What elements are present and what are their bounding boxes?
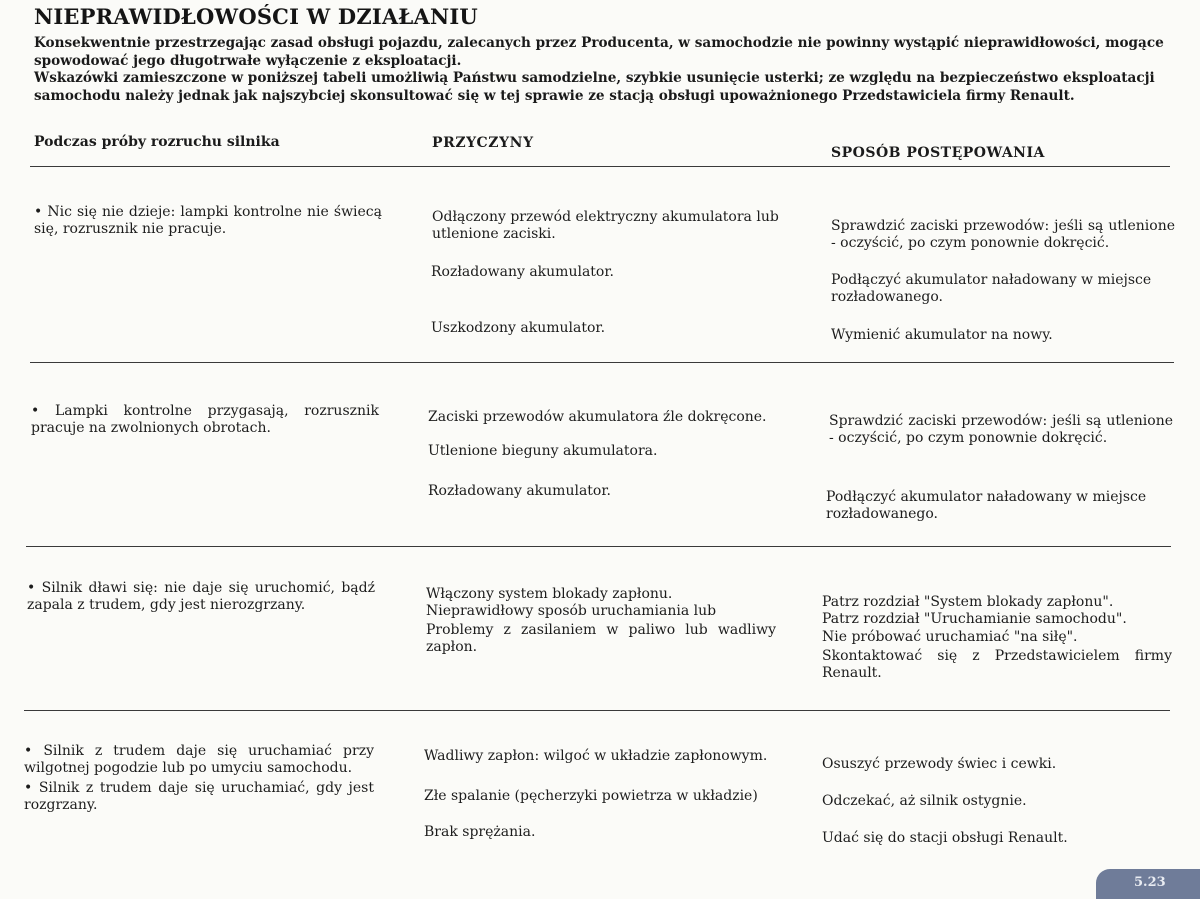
row1-cause-3: Uszkodzony akumulator. [431, 320, 606, 336]
row2-cause-1: Zaciski przewodów akumulatora źle dokręcone. [428, 409, 767, 425]
header-rule [30, 166, 1170, 167]
row2-cause-2: Utlenione bieguny akumulatora. [428, 443, 658, 459]
intro-paragraph-2: Wskazówki zamieszczone w poniższej tabeli umożliwią Państwu samodzielne, szybkie usunięcie usterki; ze względu na bezpieczeństwo eksploatacji samochodu należy jednak jak najszybciej skonsultować się w tej sprawie ze stacją obsługi upoważnionego Przedstawiciela firmy Renault. [34, 70, 1155, 104]
row3-remedy-3: Nie próbować uruchamiać "na siłę". [822, 629, 1078, 645]
header-causes: PRZYCZYNY [432, 135, 534, 151]
row3-remedy-4: Skontaktować się z Przedstawicielem firmy Renault. [822, 648, 1172, 681]
row4-symptom-2: • Silnik z trudem daje się uruchamiać, gdy jest rozgrzany. [24, 780, 374, 814]
row4-cause-2: Złe spalanie (pęcherzyki powietrza w układzie) [424, 788, 758, 804]
row4-remedy-2: Odczekać, aż silnik ostygnie. [822, 793, 1027, 809]
row1-remedy-1: Sprawdzić zaciski przewodów: jeśli są utlenione - oczyścić, po czym ponownie dokręcić. [831, 218, 1175, 251]
row4-remedy-1: Osuszyć przewody świec i cewki. [822, 756, 1057, 772]
row4-cause-3: Brak sprężania. [424, 824, 536, 840]
row2-remedy-2: Podłączyć akumulator naładowany w miejsce rozładowanego. [826, 489, 1147, 522]
row3-remedy-1: Patrz rozdział "System blokady zapłonu". [822, 594, 1114, 610]
header-remedy: SPOSÓB POSTĘPOWANIA [831, 145, 1045, 161]
row1-remedy-2: Podłączyć akumulator naładowany w miejsce rozładowanego. [831, 272, 1152, 305]
page-number-tab: 5.23 [1096, 869, 1200, 899]
intro-text [34, 35, 1184, 105]
row2-cause-3: Rozładowany akumulator. [428, 483, 611, 499]
row2-symptom: • Lampki kontrolne przygasają, rozrusznik pracuje na zwolnionych obrotach. [31, 403, 379, 437]
row2-remedy-1: Sprawdzić zaciski przewodów: jeśli są utlenione - oczyścić, po czym ponownie dokręcić. [829, 413, 1173, 446]
row4-symptom-1: • Silnik z trudem daje się uruchamiać przy wilgotnej pogodzie lub po umyciu samochodu. [24, 743, 374, 777]
row1-remedy-3: Wymienić akumulator na nowy. [831, 327, 1053, 343]
row4-remedy-3: Udać się do stacji obsługi Renault. [822, 830, 1068, 846]
row4-cause-1: Wadliwy zapłon: wilgoć w układzie zapłonowym. [424, 748, 768, 764]
header-symptom: Podczas próby rozruchu silnika [34, 134, 280, 150]
row3-rule [24, 710, 1170, 711]
page-title: NIEPRAWIDŁOWOŚCI W DZIAŁANIU [34, 4, 478, 29]
row3-cause-1: Włączony system blokady zapłonu. [426, 586, 673, 602]
row1-symptom: • Nic się nie dzieje: lampki kontrolne nie świecą się, rozrusznik nie pracuje. [34, 204, 382, 238]
row3-symptom: • Silnik dławi się: nie daje się uruchomić, bądź zapala z trudem, gdy jest nierozgrzany. [27, 580, 375, 614]
row3-cause-2: Nieprawidłowy sposób uruchamiania lub [426, 603, 717, 619]
row1-cause-1: Odłączony przewód elektryczny akumulatora lub utlenione zaciski. [432, 209, 779, 242]
row3-remedy-2: Patrz rozdział "Uruchamianie samochodu". [822, 611, 1127, 627]
row1-rule [30, 362, 1174, 363]
row3-cause-3: Problemy z zasilaniem w paliwo lub wadliwy zapłon. [426, 622, 776, 655]
intro-paragraph-1: Konsekwentnie przestrzegając zasad obsługi pojazdu, zalecanych przez Producenta, w samochodzie nie powinny wystąpić nieprawidłowości, mogące spowodować jego długotrwałe wyłączenie z eksploatacji. [34, 35, 1164, 69]
row2-rule [26, 546, 1171, 547]
row1-cause-2: Rozładowany akumulator. [431, 264, 614, 280]
